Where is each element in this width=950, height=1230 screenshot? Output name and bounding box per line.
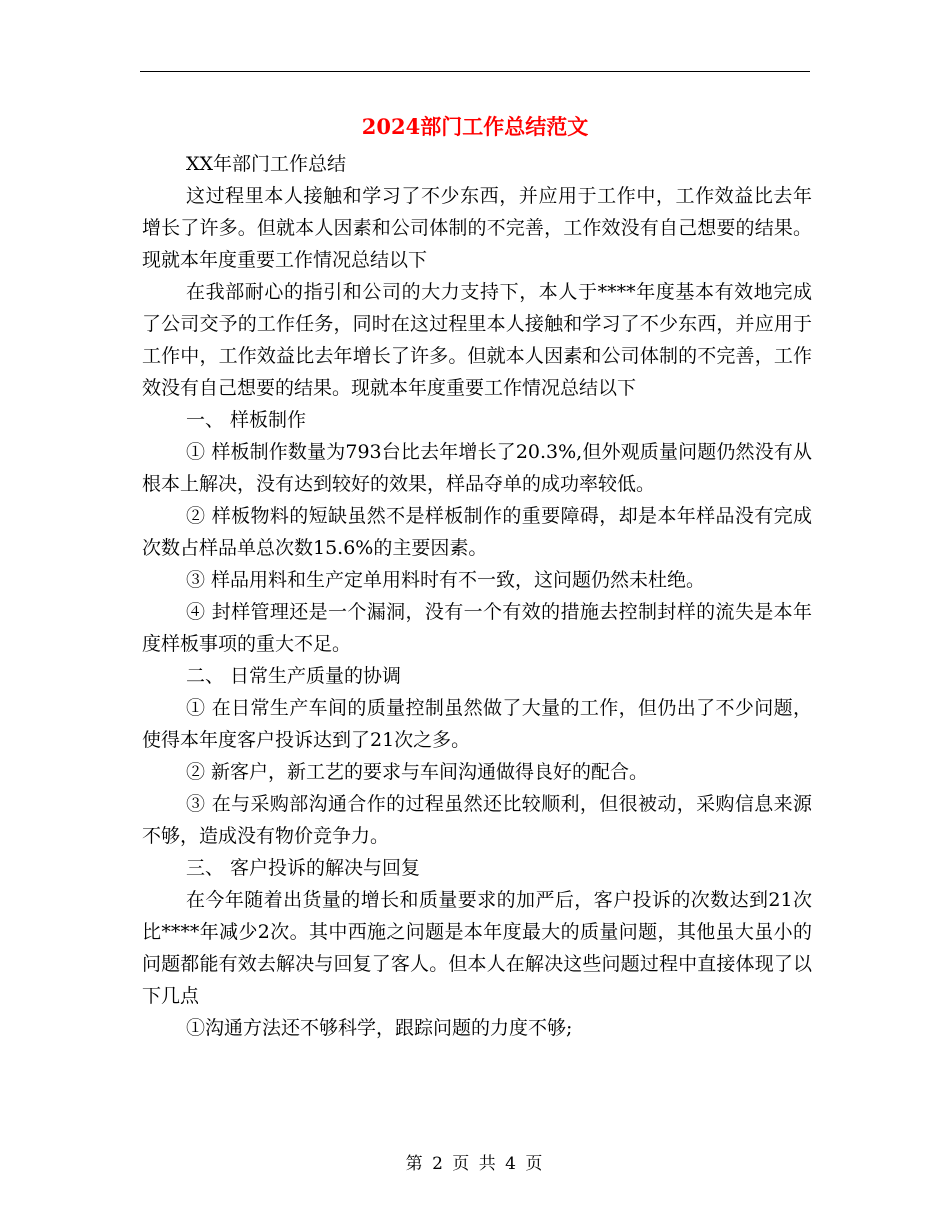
header-rule [140,71,810,72]
section-heading-1: 一、 样板制作 [186,409,307,431]
list-item: ② 样板物料的短缺虽然不是样板制作的重要障碍，却是本年样品没有完成次数占样品单总次数15.6%的主要因素。 [142,505,812,559]
paragraph-overview: 在我部耐心的指引和公司的大力支持下，本人于****年度基本有效地完成了公司交予的工作任务，同时在这过程里本人接触和学习了不少东西，并应用于工作中，工作效益比去年增长了许多。但就本人因素和公司体制的不完善，工作效没有自己想要的结果。现就本年度重要工作情况总结以下 [142,281,812,399]
list-item: ①沟通方法还不够科学，跟踪问题的力度不够; [186,1017,573,1039]
list-item: ④ 封样管理还是一个漏洞，没有一个有效的措施去控制封样的流失是本年度样板事项的重大不足。 [142,601,812,655]
list-item: ① 在日常生产车间的质量控制虽然做了大量的工作，但仍出了不少问题，使得本年度客户投诉达到了21次之多。 [142,697,812,751]
list-item: ① 样板制作数量为793台比去年增长了20.3%,但外观质量问题仍然没有从根本上解决，没有达到较好的效果，样品夺单的成功率较低。 [142,441,812,495]
section-heading-3: 三、 客户投诉的解决与回复 [186,857,421,879]
list-item: ② 新客户，新工艺的要求与车间沟通做得良好的配合。 [186,761,649,783]
paragraph-subtitle: XX年部门工作总结 [186,153,347,175]
section-heading-2: 二、 日常生产质量的协调 [186,665,402,687]
document-title: 2024部门工作总结范文 [361,114,589,139]
list-item: ③ 样品用料和生产定单用料时有不一致，这问题仍然未杜绝。 [186,569,706,591]
document-body [142,148,812,1044]
paragraph-intro: 这过程里本人接触和学习了不少东西，并应用于工作中，工作效益比去年增长了许多。但就本人因素和公司体制的不完善，工作效没有自己想要的结果。现就本年度重要工作情况总结以下 [142,185,812,271]
page-number: 第 2 页 共 4 页 [405,1154,545,1174]
paragraph-complaints: 在今年随着出货量的增长和质量要求的加严后，客户投诉的次数达到21次比****年减少2次。其中西施之问题是本年度最大的质量问题，其他虽大虽小的问题都能有效去解决与回复了客人。但本人在解决这些问题过程中直接体现了以下几点 [142,889,812,1007]
list-item: ③ 在与采购部沟通合作的过程虽然还比较顺利，但很被动，采购信息来源不够，造成没有物价竞争力。 [142,793,812,847]
